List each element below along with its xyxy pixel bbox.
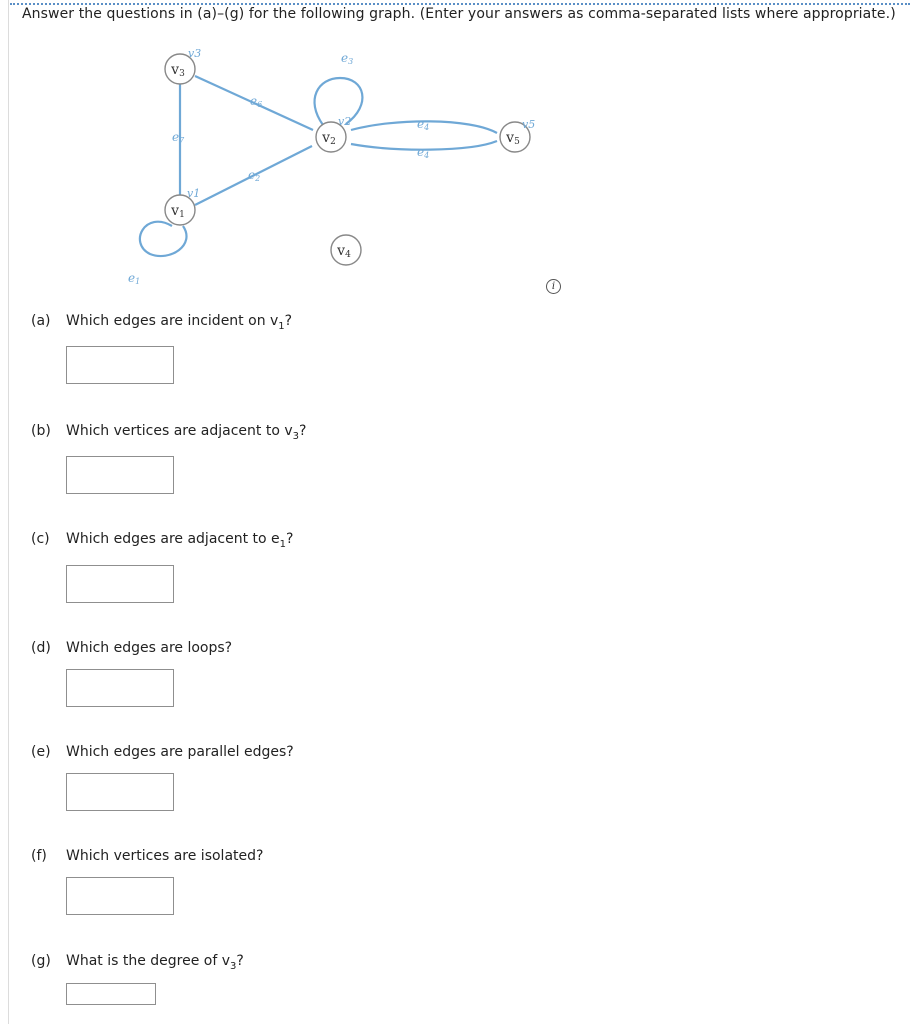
question-f-text: Which vertices are isolated?: [66, 848, 264, 864]
edge-e1-loop: [140, 222, 187, 256]
answer-d-input[interactable]: [66, 669, 174, 707]
question-d: [31, 640, 232, 656]
answer-e-input[interactable]: [66, 773, 174, 811]
question-a-suffix: ?: [284, 313, 293, 329]
info-icon[interactable]: i: [546, 279, 561, 294]
question-f-letter: (f): [31, 848, 47, 864]
vertex-v1-label: v1: [171, 203, 185, 220]
vertex-v3-label: v3: [171, 62, 185, 79]
vertex-v2-label: v2: [322, 130, 336, 147]
question-a-letter: (a): [31, 313, 51, 329]
question-c-sub: 1: [279, 539, 287, 550]
question-b-sub: 3: [292, 431, 300, 442]
question-b-suffix: ?: [299, 423, 307, 439]
question-b-text: Which vertices are adjacent to v: [66, 423, 293, 439]
question-c-letter: (c): [31, 531, 50, 547]
question-a-sub: 1: [278, 321, 285, 332]
edge-e3-label: e3: [341, 51, 354, 66]
question-g-text: What is the degree of v: [66, 953, 231, 969]
question-b-letter: (b): [31, 423, 51, 439]
vertex-v4-label: v4: [337, 243, 351, 260]
vertex-v5-label: v5: [506, 130, 520, 147]
vertex-v2-ghost-label: v2: [338, 115, 352, 128]
edge-e1-label: e1: [128, 271, 141, 286]
question-g-suffix: ?: [236, 953, 244, 969]
question-d-text: Which edges are loops?: [66, 640, 233, 656]
vertex-v5-ghost-label: v5: [522, 118, 536, 131]
question-b: [31, 423, 307, 442]
question-a-text: Which edges are incident on v: [66, 313, 279, 329]
question-e-letter: (e): [31, 744, 51, 760]
answer-c-input[interactable]: [66, 565, 174, 603]
answer-g-input[interactable]: [66, 983, 156, 1005]
question-e: [31, 744, 294, 760]
question-g-sub: 3: [230, 961, 237, 972]
edge-e4-lower-label: e4: [417, 145, 430, 160]
edge-e2-label: e2: [248, 168, 261, 183]
answer-b-input[interactable]: [66, 456, 174, 494]
question-g-letter: (g): [31, 953, 51, 969]
vertex-v3-ghost-label: v3: [188, 47, 202, 60]
graph-figure: [0, 0, 911, 320]
edge-e6-label: e6: [250, 94, 263, 109]
instructions-text: Answer the questions in (a)–(g) for the following graph. (Enter your answers as comma-separated lists where appropriate.): [22, 6, 896, 22]
question-c-suffix: ?: [286, 531, 294, 547]
question-c: [31, 531, 294, 550]
question-g: [31, 953, 244, 972]
vertex-v1-ghost-label: v1: [187, 187, 201, 200]
question-f: [31, 848, 263, 864]
answer-a-input[interactable]: [66, 346, 174, 384]
edge-e4-upper-label: e4: [417, 117, 430, 132]
question-c-text: Which edges are adjacent to e: [66, 531, 280, 547]
answer-f-input[interactable]: [66, 877, 174, 915]
edge-e7-label: e7: [172, 130, 185, 145]
question-d-letter: (d): [31, 640, 51, 656]
question-a: [31, 313, 293, 332]
question-e-text: Which edges are parallel edges?: [66, 744, 294, 760]
